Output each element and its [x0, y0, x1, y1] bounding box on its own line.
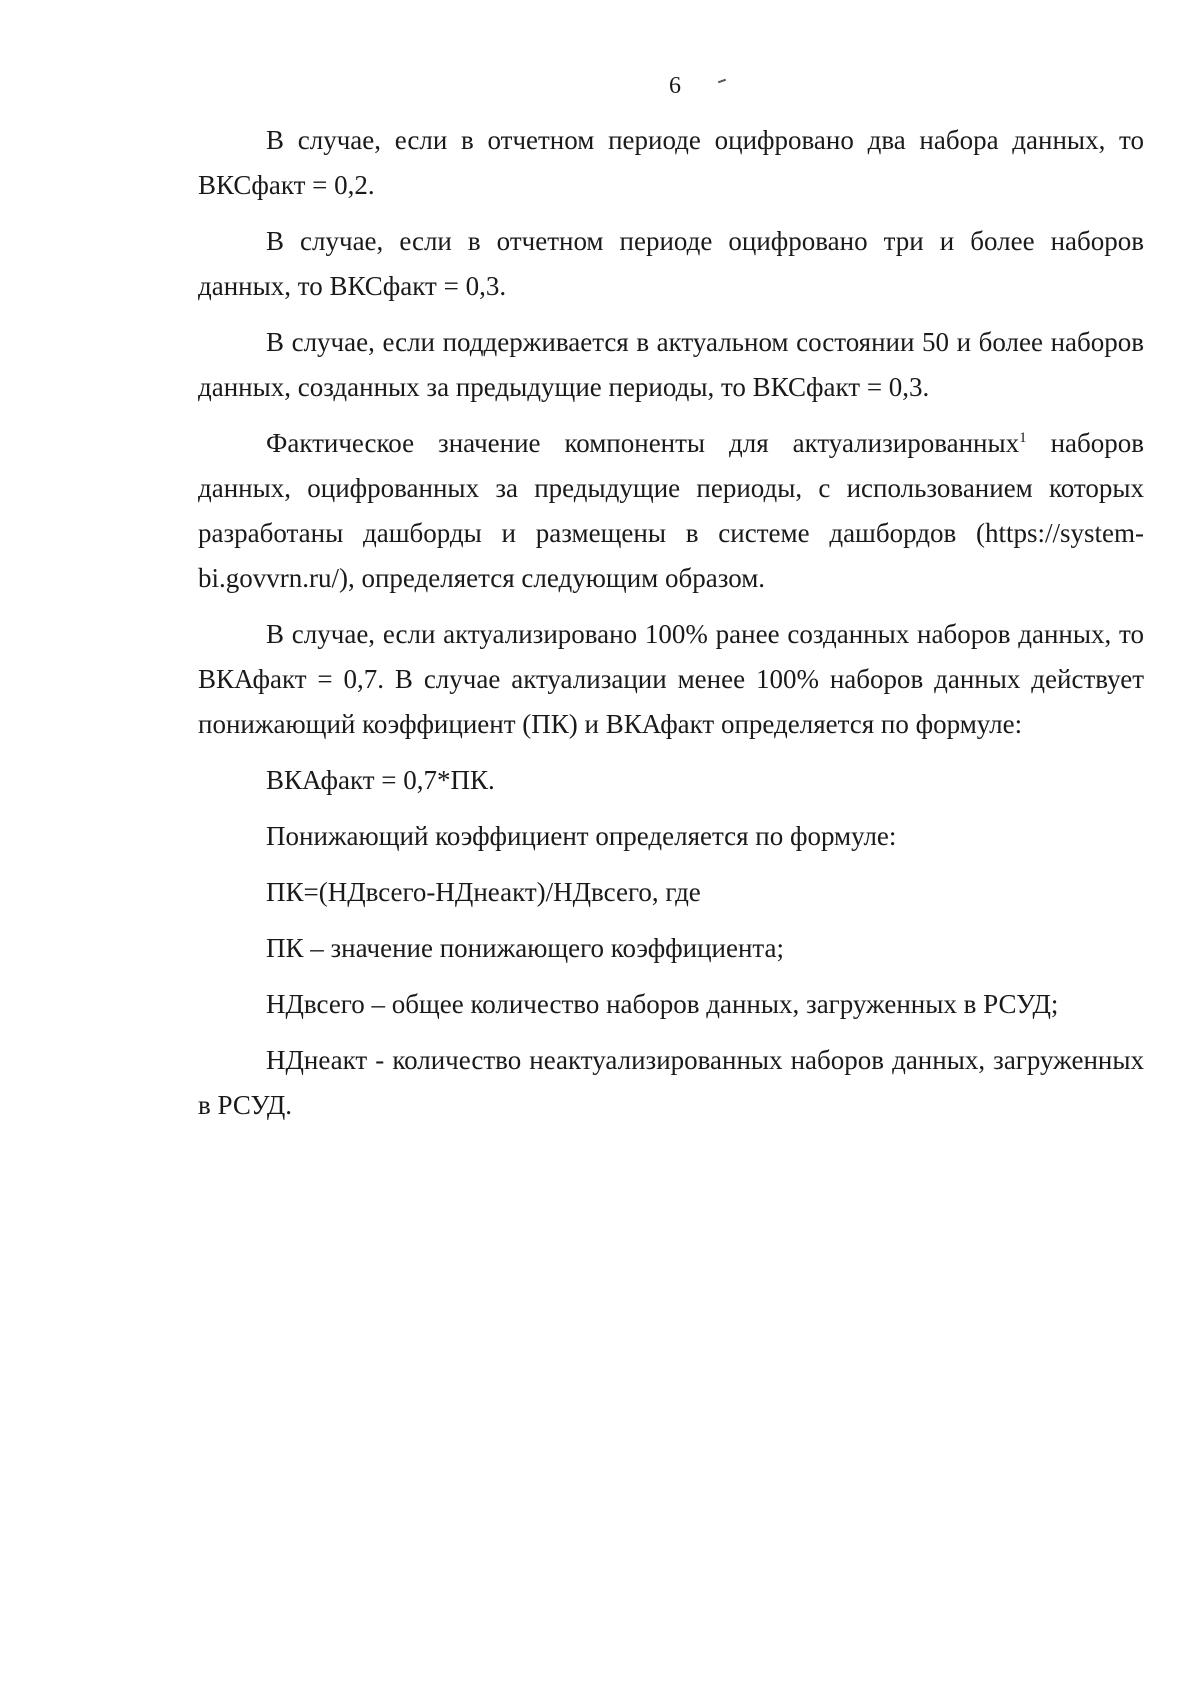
paragraph-coefficient-formula-intro: Понижающий коэффициент определяется по формуле: [266, 821, 897, 851]
paragraph-vks-three-sets: В случае, если в отчетном периоде оцифровано три и более наборов данных, то ВКСфакт = 0,3. [198, 226, 1144, 301]
definition-pk: ПК – значение понижающего коэффициента; [266, 933, 785, 963]
paragraph-text-before-footnote: Фактическое значение компоненты для актуализированных [266, 428, 1020, 458]
paragraph-vks-two-sets: В случае, если в отчетном периоде оцифровано два набора данных, то ВКСфакт = 0,2. [198, 125, 1144, 200]
paragraph-text-after-footnote: наборов данных, оцифрованных за предыдущие периоды, с использованием которых разработаны дашборды и размещены в системе дашбордов (https://system-bi.govvrn.ru/), определяется следующим образом. [198, 428, 1145, 593]
paragraph-vka-actualized: В случае, если актуализировано 100% ранее созданных наборов данных, то ВКАфакт = 0,7. В случае актуализации менее 100% наборов данных действует понижающий коэффициент (ПК) и ВКАфакт определяется по формуле: [198, 619, 1144, 739]
page-number: 6 [669, 73, 681, 99]
definition-nd-total: НДвсего – общее количество наборов данных, загруженных в РСУД; [266, 989, 1059, 1019]
document-body [198, 118, 1144, 1139]
paragraph-vks-fifty-sets: В случае, если поддерживается в актуальном состоянии 50 и более наборов данных, созданных за предыдущие периоды, то ВКСфакт = 0,3. [198, 327, 1144, 402]
footnote-mark: 1 [1019, 430, 1027, 446]
formula-pk: ПК=(НДвсего-НДнеакт)/НДвсего, где [266, 877, 701, 907]
formula-vka: ВКАфакт = 0,7*ПК. [266, 765, 495, 795]
paragraph-actual-value-component [198, 421, 1144, 601]
definition-nd-not-actual: НДнеакт - количество неактуализированных наборов данных, загруженных в РСУД. [198, 1045, 1144, 1120]
